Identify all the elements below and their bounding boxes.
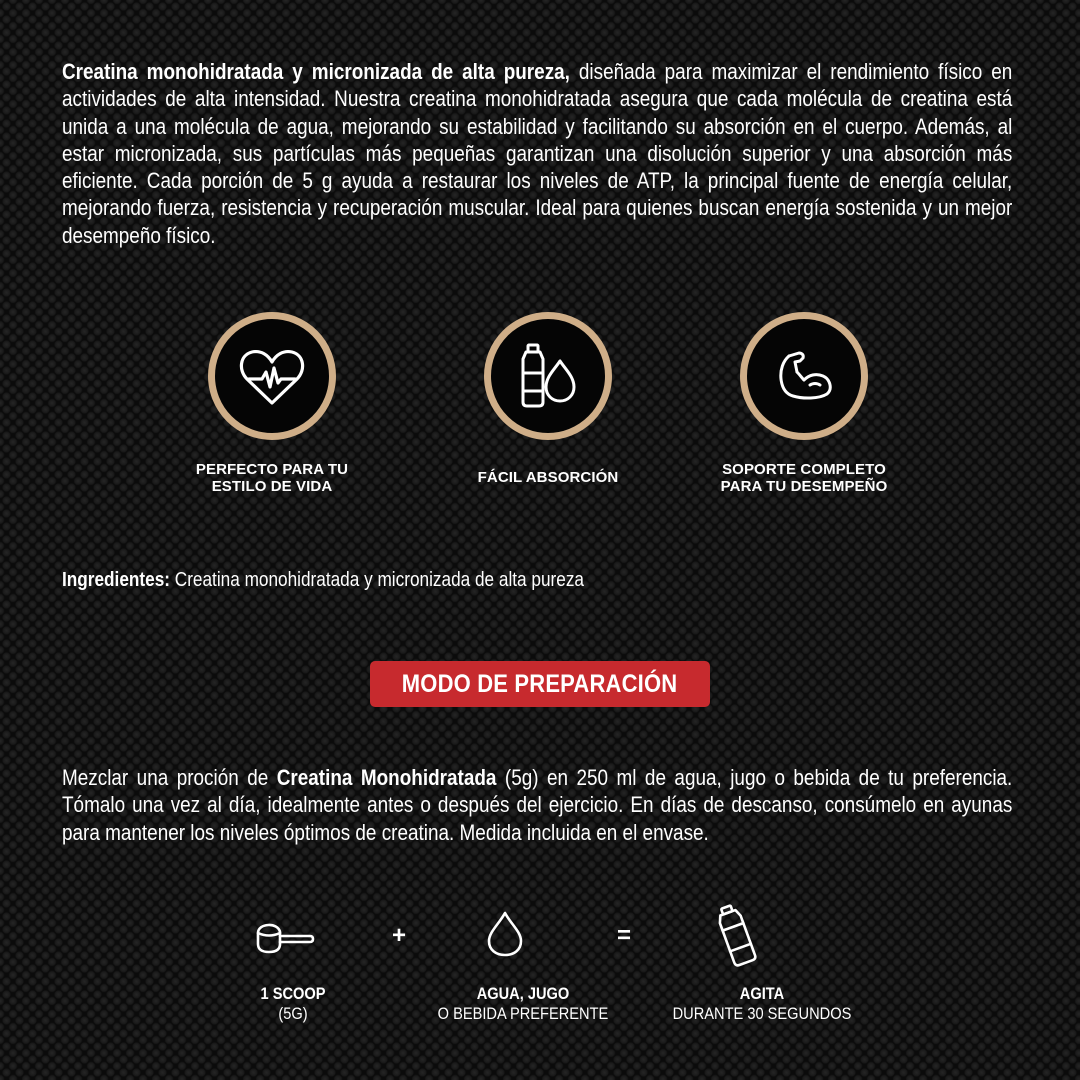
benefit-label-performance: SOPORTE COMPLETO PARA TU DESEMPEÑO: [720, 461, 888, 495]
equals-sign: =: [617, 922, 632, 949]
description-lead: Creatina monohidratada y micronizada de alta pureza,: [62, 59, 570, 84]
heart-rate-icon: [235, 339, 309, 413]
plus-sign: +: [392, 922, 407, 949]
benefit-label-absorption: FÁCIL ABSORCIÓN: [477, 469, 619, 486]
benefit-badge-absorption: [484, 312, 612, 440]
ingredients-label: Ingredientes:: [62, 569, 170, 591]
scoop-icon: [254, 918, 316, 958]
product-name: Creatina Monohidratada: [276, 765, 497, 790]
bottle-drop-icon: [511, 339, 585, 413]
benefit-badge-lifestyle: [208, 312, 336, 440]
ingredients-value: Creatina monohidratada y micronizada de alta pureza: [169, 569, 584, 591]
step-shake-label: AGITA DURANTE 30 SEGUNDOS: [672, 984, 852, 1023]
ingredients-line: [62, 568, 716, 592]
flexed-arm-icon: [767, 339, 841, 413]
description-body: diseñada para maximizar el rendimiento físico en actividades de alta intensidad. Nuestra creatina monohidratada asegura que cada molécula de creatina está unida a una molécula de agua, mejorando su estabilidad y facilitando su absorción en el cuerpo. Además, al estar micronizada, sus partículas más pequeñas garantizan una disolución superior y una absorción más eficiente. Cada porción de 5 g ayuda a restaurar los niveles de ATP, la principal fuente de energía celular, mejorando fuerza, resistencia y recuperación muscular. Ideal para quienes buscan energía sostenida y un mejor desempeño físico.: [62, 59, 1013, 248]
preparation-instructions: Mezclar una proción de Creatina Monohidratada (5g) en 250 ml de agua, jugo o bebida de tu preferencia. Tómalo una vez al día, idealmente antes o después del ejercicio. En días de descanso, consúmelo en ayunas para mantener los niveles óptimos de creatina. Medida incluida en el envase.: [62, 765, 1013, 845]
product-description: [62, 58, 1012, 249]
step-scoop-label: 1 SCOOP (5G): [260, 984, 326, 1023]
preparation-title: MODO DE PREPARACIÓN: [402, 669, 678, 698]
benefit-badge-performance: [740, 312, 868, 440]
preparation-title-banner: [370, 661, 710, 707]
step-liquid-label: AGUA, JUGO O BEBIDA PREFERENTE: [437, 984, 609, 1023]
benefit-label-lifestyle: PERFECTO PARA TU ESTILO DE VIDA: [195, 461, 349, 495]
water-drop-icon: [485, 910, 525, 958]
shaker-bottle-icon: [712, 902, 762, 968]
